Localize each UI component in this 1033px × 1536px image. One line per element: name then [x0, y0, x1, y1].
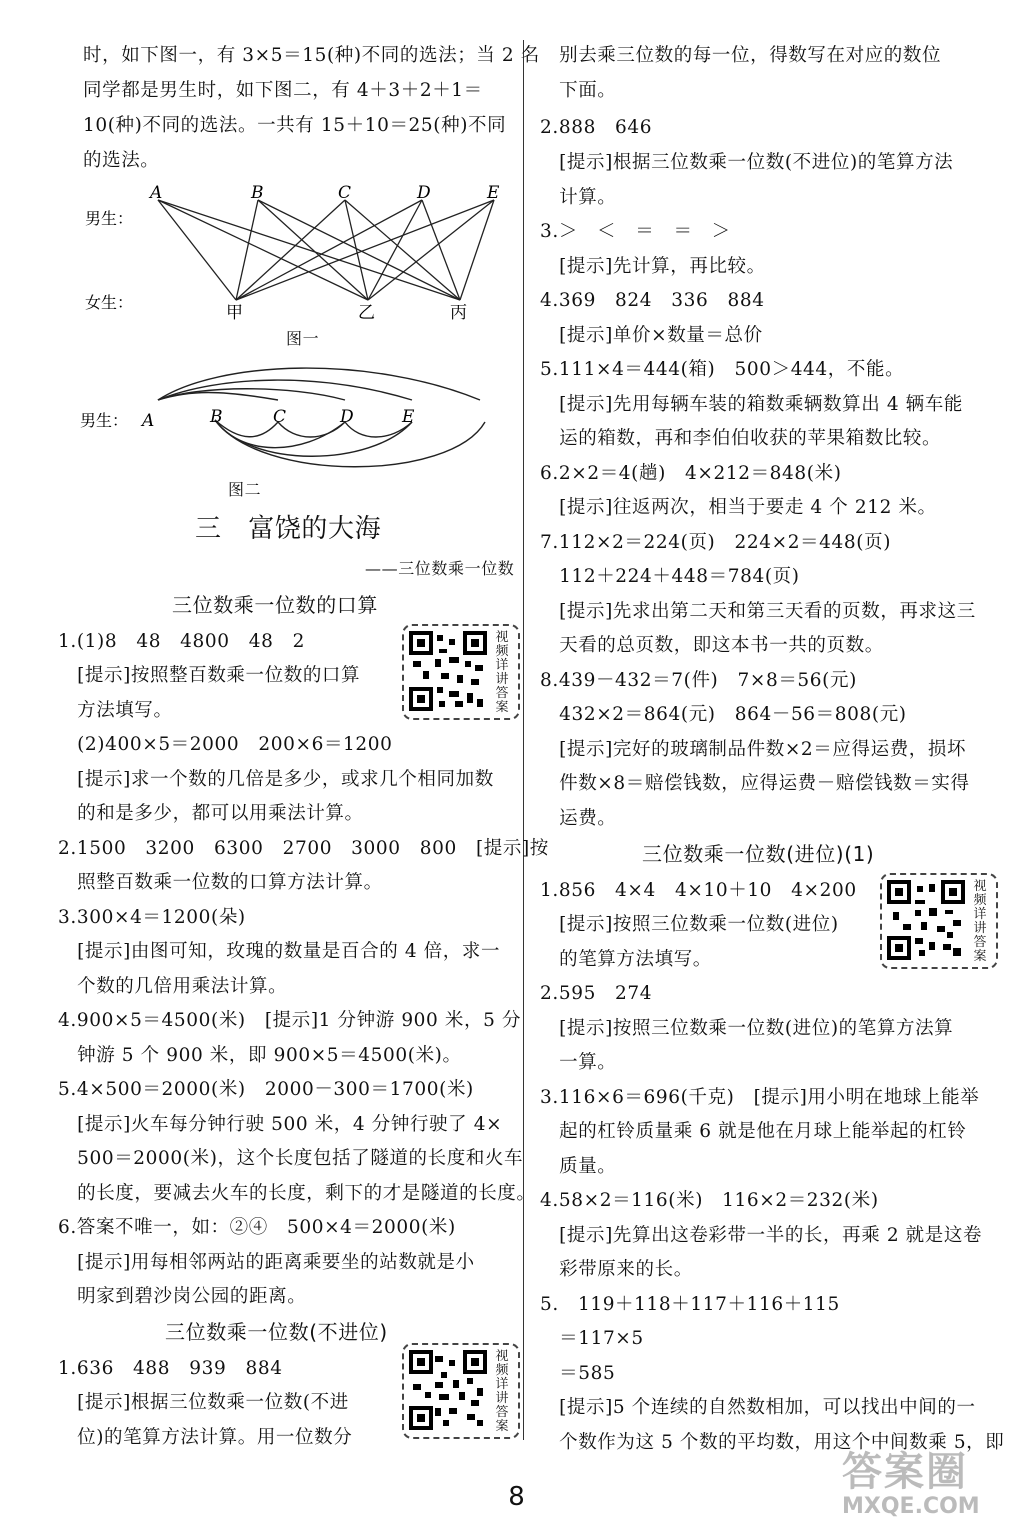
answer-line: 钟游 5 个 900 米，即 900×5＝4500(米)。: [58, 1045, 462, 1066]
page-number: 8: [508, 1482, 525, 1512]
answer-line: 112＋224＋448＝784(页): [540, 566, 800, 587]
qr-code-icon: [409, 631, 487, 711]
answer-line: [提示]5 个连续的自然数相加，可以找出中间的一: [540, 1397, 976, 1418]
fig1-girl-1: 甲: [226, 303, 243, 323]
answer-line: 3.116×6＝696(千克) [提示]用小明在地球上能举: [540, 1087, 980, 1108]
fig1-girl-2: 乙: [358, 303, 375, 323]
answer-line: 2.595 274: [540, 983, 653, 1004]
answer-line: [提示]先求出第二天和第三天看的页数，再求这三: [540, 601, 976, 622]
answer-line: 6.2×2＝4(趟) 4×212＝848(米): [540, 463, 842, 484]
answer-line: 的和是多少，都可以用乘法计算。: [58, 803, 364, 824]
fig2-boy-e: E: [402, 407, 415, 427]
figure-1-lines: [158, 200, 494, 300]
fig2-boy-b: B: [210, 407, 223, 427]
answer-line: [提示]由图可知，玫瑰的数量是百合的 4 倍，求一: [58, 941, 501, 962]
answer-line: 5.111×4＝444(箱) 500＞444，不能。: [540, 359, 905, 380]
qr-code-video[interactable]: [402, 1343, 520, 1439]
answer-line: [提示]根据三位数乘一位数(不进: [58, 1392, 349, 1413]
intro-line: 的选法。: [83, 150, 160, 171]
watermark: [842, 1450, 1022, 1530]
fig1-girl-3: 丙: [450, 303, 467, 323]
answer-line: [提示]完好的玻璃制品件数×2＝应得运费，损坏: [540, 739, 967, 760]
intro-line: 时，如下图一，有 3×5＝15(种)不同的选法；当 2 名: [83, 45, 540, 66]
chapter-title: 三 富饶的大海: [195, 514, 382, 544]
answer-line: [提示]先计算，再比较。: [540, 256, 766, 277]
answer-line: 起的杠铃质量乘 6 就是他在月球上能举起的杠铃: [540, 1121, 967, 1142]
answer-line: 别去乘三位数的每一位，得数写在对应的数位: [540, 45, 942, 66]
answer-line: 1.636 488 939 884: [58, 1358, 283, 1379]
fig2-boy-a: A: [142, 411, 155, 431]
fig2-boy-d: D: [340, 407, 354, 427]
qr-label: 视频详讲答案: [495, 1349, 509, 1434]
answer-line: [提示]火车每分钟行驶 500 米，4 分钟行驶了 4×: [58, 1114, 503, 1135]
answer-line: 8.439－432＝7(件) 7×8＝56(元): [540, 670, 857, 691]
answer-line: 位)的笔算方法计算。用一位数分: [58, 1427, 353, 1448]
figure-2-arcs: [158, 368, 485, 467]
answer-line: 432×2＝864(元) 864－56＝808(元): [540, 704, 907, 725]
answer-line: 方法填写。: [58, 700, 173, 721]
answer-line: 个数作为这 5 个数的平均数，用这个中间数乘 5，即: [540, 1432, 1005, 1453]
fig2-caption: 图二: [228, 480, 262, 499]
qr-code-video[interactable]: [880, 873, 998, 969]
watermark-top: 答案圈: [842, 1449, 968, 1495]
answer-line: 1.(1)8 48 4800 48 2: [58, 631, 305, 652]
answer-line: [提示]求一个数的几倍是多少，或求几个相同加数: [58, 769, 494, 790]
fig2-boy-c: C: [273, 407, 287, 427]
answer-line: (2)400×5＝2000 200×6＝1200: [58, 734, 393, 755]
chapter-subtitle: ——三位数乘一位数: [365, 559, 515, 578]
fig1-girls-label: 女生：: [85, 293, 134, 312]
figure-1: [70, 180, 520, 340]
fig1-boy-d: D: [417, 183, 431, 203]
answer-line: [提示]先用每辆车装的箱数乘辆数算出 4 辆车能: [540, 394, 963, 415]
answer-line: ＝117×5: [540, 1328, 644, 1349]
answer-line: 2.1500 3200 6300 2700 3000 800 [提示]按: [58, 838, 549, 859]
answer-line: 彩带原来的长。: [540, 1259, 693, 1280]
answer-line: 7.112×2＝224(页) 224×2＝448(页): [540, 532, 892, 553]
fig1-boy-a: A: [150, 183, 163, 203]
answer-line: 的长度，要减去火车的长度，剩下的才是隧道的长度。: [58, 1183, 536, 1204]
answer-line: [提示]往返两次，相当于要走 4 个 212 米。: [540, 497, 937, 518]
answer-line: [提示]按照整百数乘一位数的口算: [58, 665, 361, 686]
answer-line: 一算。: [540, 1052, 617, 1073]
qr-label: 视频详讲答案: [973, 879, 987, 964]
answer-line: 天看的总页数，即这本书一共的页数。: [540, 635, 884, 656]
fig1-caption: 图一: [286, 329, 320, 348]
answer-line: 运费。: [540, 808, 617, 829]
answer-line: 明家到碧沙岗公园的距离。: [58, 1286, 307, 1307]
fig1-boy-e: E: [487, 183, 500, 203]
answer-line: 1.856 4×4 4×10＋10 4×200: [540, 880, 857, 901]
section-title: 三位数乘一位数(进位)(1): [642, 842, 875, 866]
answer-line: 的笔算方法填写。: [540, 949, 712, 970]
answer-line: [提示]单价×数量＝总价: [540, 325, 763, 346]
answer-line: [提示]按照三位数乘一位数(进位)的笔算方法算: [540, 1018, 954, 1039]
column-divider: [523, 40, 524, 1440]
figure-2: [70, 350, 520, 480]
answer-line: 3.300×4＝1200(朵): [58, 907, 246, 928]
answer-line: 3.＞ ＜ ＝ ＝ ＞: [540, 221, 731, 242]
answer-line: 个数的几倍用乘法计算。: [58, 976, 288, 997]
fig1-boy-b: B: [251, 183, 264, 203]
qr-label: 视频详讲答案: [495, 630, 509, 715]
answer-line: ＝585: [540, 1363, 616, 1384]
qr-code-icon: [887, 880, 965, 960]
answer-line: [提示]按照三位数乘一位数(进位): [540, 914, 839, 935]
answer-line: 4.58×2＝116(米) 116×2＝232(米): [540, 1190, 879, 1211]
answer-line: 运的箱数，再和李伯伯收获的苹果箱数比较。: [540, 428, 942, 449]
answer-line: [提示]根据三位数乘一位数(不进位)的笔算方法: [540, 152, 954, 173]
answer-line: [提示]用每相邻两站的距离乘要坐的站数就是小: [58, 1252, 475, 1273]
answer-line: 件数×8＝赔偿钱数，应得运费－赔偿钱数＝实得: [540, 773, 970, 794]
fig1-boys-label: 男生：: [85, 209, 134, 228]
fig1-boy-c: C: [338, 183, 352, 203]
intro-line: 10(种)不同的选法。一共有 15＋10＝25(种)不同: [83, 115, 507, 136]
section-title: 三位数乘一位数的口算: [172, 593, 378, 617]
answer-line: [提示]先算出这卷彩带一半的长，再乘 2 就是这卷: [540, 1225, 983, 1246]
qr-code-icon: [409, 1350, 487, 1430]
answer-line: 质量。: [540, 1156, 617, 1177]
qr-code-video[interactable]: [402, 624, 520, 720]
fig2-boys-label: 男生：: [80, 411, 129, 430]
answer-line: 5.4×500＝2000(米) 2000－300＝1700(米): [58, 1079, 474, 1100]
answer-line: 5. 119＋118＋117＋116＋115: [540, 1294, 840, 1315]
answer-line: 照整百数乘一位数的口算方法计算。: [58, 872, 383, 893]
answer-line: 4.900×5＝4500(米) [提示]1 分钟游 900 米，5 分: [58, 1010, 522, 1031]
answer-line: 2.888 646: [540, 117, 653, 138]
answer-line: 下面。: [540, 80, 617, 101]
answer-line: 6.答案不唯一，如：②④ 500×4＝2000(米): [58, 1217, 456, 1238]
answer-line: 4.369 824 336 884: [540, 290, 765, 311]
watermark-bottom: MXQE.COM: [842, 1494, 980, 1519]
intro-line: 同学都是男生时，如下图二，有 4＋3＋2＋1＝: [83, 80, 483, 101]
section-title: 三位数乘一位数(不进位): [165, 1320, 388, 1344]
answer-line: 计算。: [540, 187, 617, 208]
answer-line: 500＝2000(米)，这个长度包括了隧道的长度和火车: [58, 1148, 524, 1169]
